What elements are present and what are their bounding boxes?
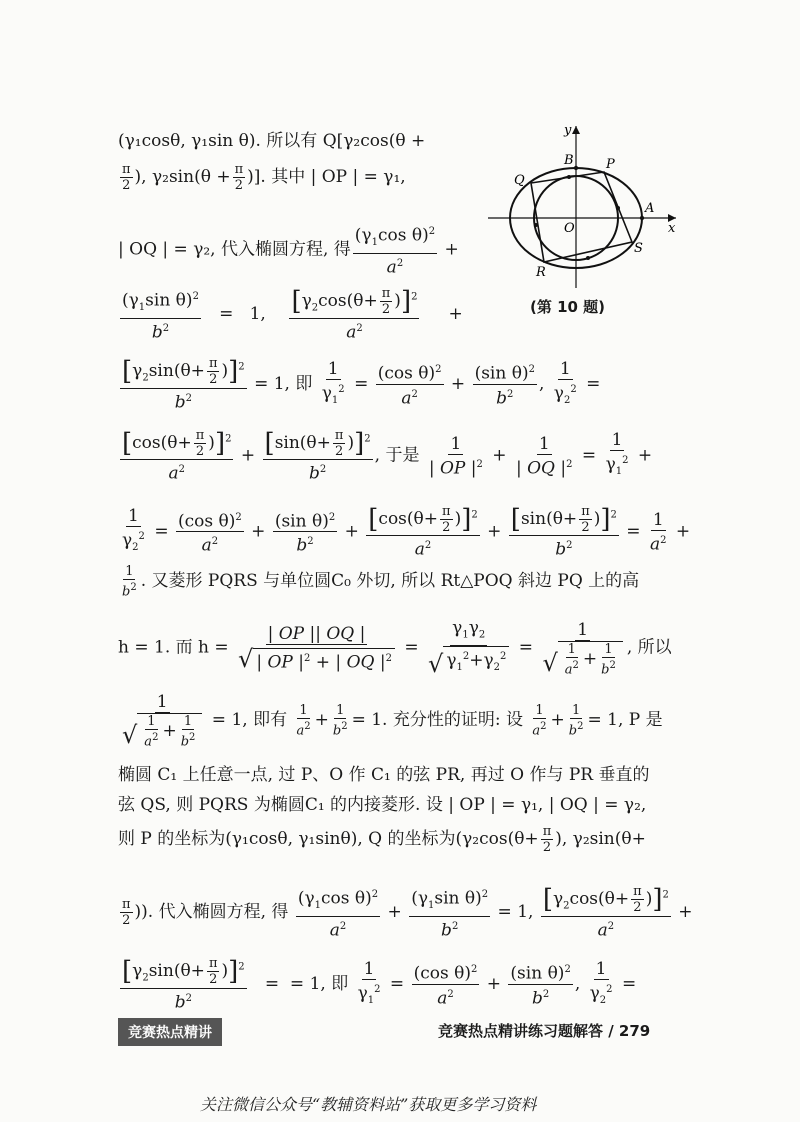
- text-line: $\frac{1}{b^2}$ . 又菱形 PQRS 与单位圆C₀ 外切, 所以 Rt△POQ 斜边 PQ 上的高: [122, 564, 640, 600]
- text-line: 弦 QS, 则 PQRS 为椭圆C₁ 的内接菱形. 设 | OP | = γ₁, | OQ | = γ₂,: [118, 795, 647, 815]
- point-a: [640, 216, 644, 220]
- label-b: B: [564, 153, 574, 168]
- footer-page-label: 竞赛热点精讲练习题解答 / 279: [438, 1022, 651, 1040]
- text-line: (γ₁cosθ, γ₁sin θ). 所以有 Q[γ₂cos(θ +: [118, 131, 426, 151]
- label-r: R: [536, 265, 546, 280]
- tangent-point: [567, 175, 571, 179]
- label-p: P: [606, 157, 615, 172]
- text-line: [$\gamma_2\sin(\theta+$ $\frac{\pi}{2}$ )]$^2$ $b^2$ = 1, 即 $\frac{1}{\gamma_1^2}$ = $\frac{(\cos \theta)^2}{a^2}$ + $\frac{(\sin \theta)^2}{b^2}$ , $\frac{1}{\gamma_2^2}$ =: [122, 356, 601, 414]
- figure-caption: (第 10 题): [530, 298, 606, 316]
- text-line: $\frac{\pi}{2}$ ), γ₂sin(θ + $\frac{\pi}{2}$ )]. 其中 | OP | = γ₁,: [122, 162, 406, 193]
- text-line: [$\gamma_2\sin(\theta+$ $\frac{\pi}{2}$ )]$^2$ $b^2$ = = 1, 即 $\frac{1}{\gamma_1^2}$ = $\frac{(\cos \theta)^2}{a^2}$ + $\frac{(\sin \theta)^2}{b^2}$ , $\frac{1}{\gamma_2^2}$ =: [122, 956, 637, 1014]
- label-q: Q: [514, 173, 525, 188]
- label-a: A: [645, 201, 655, 216]
- tangent-point: [534, 223, 538, 227]
- text-line: 椭圆 C₁ 上任意一点, 过 P、O 作 C₁ 的弦 PR, 再过 O 作与 PR 垂直的: [118, 765, 650, 785]
- y-axis-arrow: [572, 126, 580, 134]
- label-y: y: [564, 123, 572, 138]
- label-x: x: [668, 221, 676, 236]
- label-s: S: [634, 241, 643, 256]
- tangent-point: [586, 256, 590, 260]
- text-line: 1 √ $\frac{1}{a^2}$ + $\frac{1}{b^2}$ = 1, 即有 $\frac{1}{a^2}$ + $\frac{1}{b^2}$ = 1. 充分性的证明: 设 $\frac{1}{a^2}$ + $\frac{1}{b^2}$ = 1, P 是: [122, 692, 663, 750]
- footer-section-badge: 竞赛热点精讲: [118, 1018, 222, 1046]
- label-o: O: [564, 221, 575, 236]
- text-line: $\frac{1}{\gamma_2^2}$ = $\frac{(\cos \theta)^2}{a^2}$ + $\frac{(\sin \theta)^2}{b^2}$ + [cos(θ+ $\frac{\pi}{2}$ )]$^2$ $a^2$ + [sin(θ+ $\frac{\pi}{2}$ )]$^2$ $b^2$ = $\frac{1}{a^2}$ +: [122, 504, 691, 560]
- text-line: h = 1. 而 h = | OP || OQ | √ | OP $|^2$ + | OQ $|^2$ = $\gamma_1\gamma_2$ √ $\gamma_1^2+\gamma_2^2$ = 1 √ $\frac{1}{a^2}$ + $\frac{1}{b^2}$ , 所以: [118, 618, 672, 679]
- tangent-point: [616, 206, 620, 210]
- text-line: 则 P 的坐标为(γ₁cosθ, γ₁sinθ), Q 的坐标为(γ₂cos(θ+ $\frac{\pi}{2}$ ), γ₂sin(θ+: [118, 824, 646, 855]
- text-line: $\frac{(\gamma_1\sin \theta)^2}{b^2}$ = 1, [$\gamma_2\cos(\theta+$ $\frac{\pi}{2}$ )]$^2$ $a^2$ +: [122, 286, 463, 344]
- point-b: [574, 166, 578, 170]
- text-line: $\frac{\pi}{2}$ )). 代入椭圆方程, 得 $\frac{(\gamma_1\cos \theta)^2}{a^2}$ + $\frac{(\gamma_1\sin \theta)^2}{b^2}$ = 1, [$\gamma_2\cos(\theta+$ $\frac{\pi}{2}$ )]$^2$ $a^2$ +: [122, 884, 693, 942]
- ellipse-figure: [484, 120, 684, 320]
- text-line: [cos(θ+ $\frac{\pi}{2}$ )]$^2$ $a^2$ + [sin(θ+ $\frac{\pi}{2}$ )]$^2$ $b^2$ , 于是 $\frac{1}{| OP |^2}$ + $\frac{1}{| OQ |^2}$ = $\frac{1}{\gamma_1^2}$ +: [122, 428, 653, 484]
- text-line: | OQ | = γ₂, 代入椭圆方程, 得 $\frac{(\gamma_1\cos \theta)^2}{a^2}$ +: [118, 222, 459, 278]
- watermark-text: 关注微信公众号“教辅资料站”获取更多学习资料: [200, 1095, 537, 1114]
